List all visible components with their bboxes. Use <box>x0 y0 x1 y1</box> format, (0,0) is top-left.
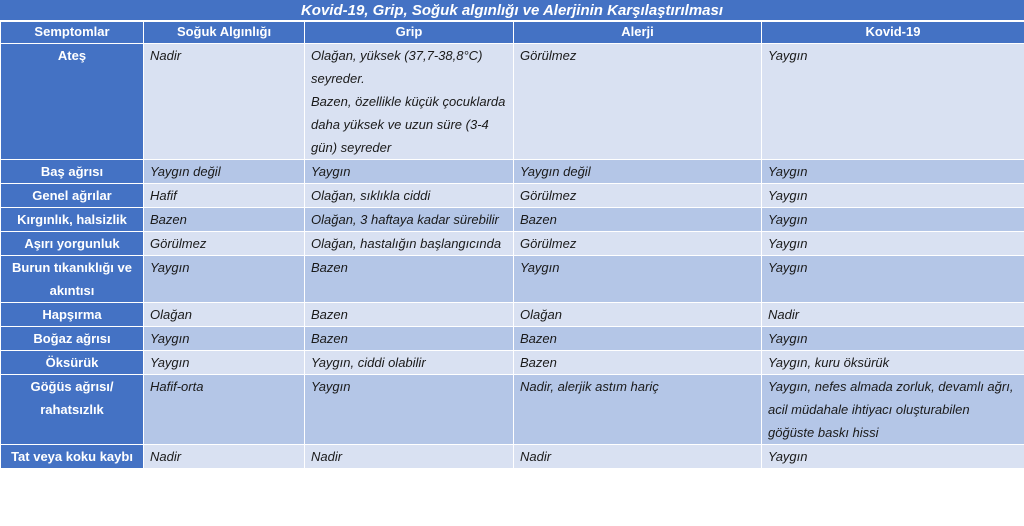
covid-cell: Yaygın <box>762 256 1024 303</box>
cold-cell: Hafif <box>144 184 305 208</box>
flu-cell: Bazen <box>305 256 514 303</box>
flu-cell: Olağan, hastalığın başlangıcında <box>305 232 514 256</box>
cold-cell: Nadir <box>144 445 305 469</box>
symptom-cell: Hapşırma <box>1 303 144 327</box>
flu-fever-paragraph: Bazen, özellikle küçük çocuklarda daha yüksek ve uzun süre (3-4 gün) seyreder <box>311 94 506 155</box>
cold-cell: Yaygın değil <box>144 160 305 184</box>
flu-fever-paragraph: Olağan, yüksek (37,7-38,8°C) seyreder. <box>311 48 483 86</box>
covid-cell: Yaygın <box>762 232 1024 256</box>
flu-cell: Yaygın, ciddi olabilir <box>305 351 514 375</box>
flu-cell: Yaygın <box>305 375 514 445</box>
cold-cell: Görülmez <box>144 232 305 256</box>
table-title: Kovid-19, Grip, Soğuk algınlığı ve Alerjinin Karşılaştırılması <box>0 0 1024 21</box>
covid-cell: Yaygın <box>762 160 1024 184</box>
symptom-cell: Öksürük <box>1 351 144 375</box>
covid-cell: Yaygın <box>762 208 1024 232</box>
allergy-cell: Görülmez <box>514 184 762 208</box>
symptom-cell: Aşırı yorgunluk <box>1 232 144 256</box>
symptom-cell: Tat veya koku kaybı <box>1 445 144 469</box>
table-row <box>1 256 1024 303</box>
flu-cell: Olağan, 3 haftaya kadar sürebilir <box>305 208 514 232</box>
cold-cell: Yaygın <box>144 327 305 351</box>
flu-cell <box>305 44 514 160</box>
flu-cell: Bazen <box>305 327 514 351</box>
flu-fever-text <box>311 44 507 159</box>
symptom-cell: Ateş <box>1 44 144 160</box>
symptom-cell: Baş ağrısı <box>1 160 144 184</box>
covid-cell: Yaygın, nefes almada zorluk, devamlı ağrı, acil müdahale ihtiyacı oluşturabilen göğüste baskı hissi <box>762 375 1024 445</box>
symptom-cell: Genel ağrılar <box>1 184 144 208</box>
flu-cell: Olağan, sıklıkla ciddi <box>305 184 514 208</box>
symptom-cell: Kırgınlık, halsizlik <box>1 208 144 232</box>
covid-cell: Yaygın <box>762 184 1024 208</box>
cold-cell: Yaygın <box>144 256 305 303</box>
cold-cell: Hafif-orta <box>144 375 305 445</box>
covid-cell: Yaygın <box>762 44 1024 160</box>
cold-cell: Nadir <box>144 44 305 160</box>
table-row <box>1 445 1024 469</box>
table-row <box>1 44 1024 160</box>
header-symptoms: Semptomlar <box>1 22 144 44</box>
allergy-cell: Görülmez <box>514 232 762 256</box>
covid-cell: Nadir <box>762 303 1024 327</box>
table-row <box>1 184 1024 208</box>
allergy-cell: Nadir, alerjik astım hariç <box>514 375 762 445</box>
table-row <box>1 375 1024 445</box>
flu-cell: Nadir <box>305 445 514 469</box>
allergy-cell: Bazen <box>514 351 762 375</box>
allergy-cell: Nadir <box>514 445 762 469</box>
comparison-table <box>0 21 1024 469</box>
cold-cell: Yaygın <box>144 351 305 375</box>
table-row <box>1 303 1024 327</box>
table-row <box>1 327 1024 351</box>
header-cold: Soğuk Algınlığı <box>144 22 305 44</box>
header-flu: Grip <box>305 22 514 44</box>
table-row <box>1 160 1024 184</box>
covid-cell: Yaygın, kuru öksürük <box>762 351 1024 375</box>
allergy-cell: Bazen <box>514 208 762 232</box>
table-row <box>1 232 1024 256</box>
symptom-cell: Burun tıkanıklığı ve akıntısı <box>1 256 144 303</box>
symptom-cell: Göğüs ağrısı/ rahatsızlık <box>1 375 144 445</box>
cold-cell: Olağan <box>144 303 305 327</box>
header-covid: Kovid-19 <box>762 22 1024 44</box>
header-allergy: Alerji <box>514 22 762 44</box>
allergy-cell: Bazen <box>514 327 762 351</box>
header-row <box>1 22 1024 44</box>
allergy-cell: Olağan <box>514 303 762 327</box>
symptom-cell: Boğaz ağrısı <box>1 327 144 351</box>
covid-cell: Yaygın <box>762 445 1024 469</box>
covid-cell: Yaygın <box>762 327 1024 351</box>
allergy-cell: Yaygın değil <box>514 160 762 184</box>
allergy-cell: Yaygın <box>514 256 762 303</box>
table-row <box>1 208 1024 232</box>
flu-cell: Bazen <box>305 303 514 327</box>
cold-cell: Bazen <box>144 208 305 232</box>
table-row <box>1 351 1024 375</box>
flu-cell: Yaygın <box>305 160 514 184</box>
allergy-cell: Görülmez <box>514 44 762 160</box>
